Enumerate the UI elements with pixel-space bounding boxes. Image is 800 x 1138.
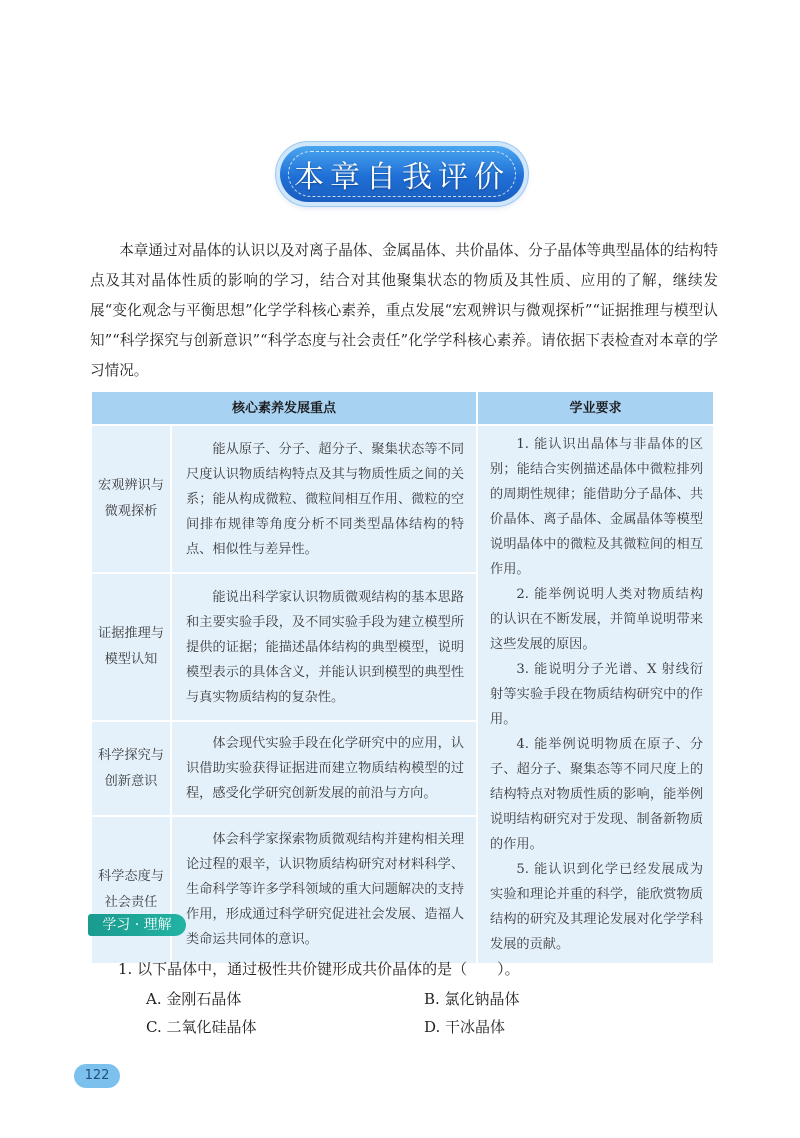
requirement-item: 1. 能认识出晶体与非晶体的区别；能结合实例描述晶体中微粒排列的周期性规律；能借助分子晶体、共价晶体、离子晶体、金属晶体等模型说明晶体中的微粒及其微粒间的相互作用。	[490, 437, 704, 577]
option-c: C. 二氧化硅晶体	[146, 1018, 257, 1036]
literacy-description: 能说出科学家认识物质微观结构的基本思路和主要实验手段，及不同实验手段为建立模型所提供的证据；能描述晶体结构的典型模型，说明模型表示的具体含义，并能认识到模型的典型性与真实物质结构的复杂性。	[171, 573, 477, 721]
literacy-dimension: 证据推理与模型认知	[91, 573, 171, 721]
requirement-item: 4. 能举例说明物质在原子、分子、超分子、聚集态等不同尺度上的结构特点对物质性质的影响，能举例说明结构研究对于发现、制备新物质的作用。	[490, 737, 704, 852]
chapter-title-banner	[280, 146, 524, 202]
header-requirements: 学业要求	[477, 391, 714, 425]
requirement-item: 3. 能说明分子光谱、X 射线衍射等实验手段在物质结构研究中的作用。	[490, 662, 704, 727]
option-d: D. 干冰晶体	[424, 1018, 506, 1036]
table-header-row	[91, 391, 714, 425]
page-number: 122	[74, 1064, 120, 1088]
requirements-cell	[477, 425, 714, 964]
chapter-title: 本章自我评价	[294, 160, 510, 195]
self-evaluation-table	[90, 390, 715, 965]
literacy-description: 体会科学家探索物质微观结构并建构相关理论过程的艰辛，认识物质结构研究对材料科学、生命科学等许多学科领域的重大问题解决的支持作用，形成通过科学研究促进社会发展、造福人类命运共同体的意识。	[171, 816, 477, 964]
option-a: A. 金刚石晶体	[146, 990, 242, 1008]
literacy-description: 体会现代实验手段在化学研究中的应用，认识借助实验获得证据进而建立物质结构模型的过程，感受化学研究创新发展的前沿与方向。	[171, 721, 477, 816]
question-stem: 1. 以下晶体中，通过极性共价键形成共价晶体的是（ ）。	[118, 960, 520, 978]
literacy-dimension: 科学态度与社会责任	[91, 816, 171, 964]
literacy-description: 能从原子、分子、超分子、聚集状态等不同尺度认识物质结构特点及其与物质性质之间的关系；能从构成微粒、微粒间相互作用、微粒的空间排布规律等角度分析不同类型晶体结构的特点、相似性与差异性。	[171, 425, 477, 573]
literacy-dimension: 科学探究与创新意识	[91, 721, 171, 816]
intro-paragraph: 本章通过对晶体的认识以及对离子晶体、金属晶体、共价晶体、分子晶体等典型晶体的结构特点及其对晶体性质的影响的学习，结合对其他聚集状态的物质及其性质、应用的了解，继续发展“变化观念与平衡思想”化学学科核心素养，重点发展“宏观辨识与微观探析”“证据推理与模型认知”“科学探究与创新意识”“科学态度与社会责任”化学学科核心素养。请依据下表检查对本章的学习情况。	[90, 242, 718, 379]
section-badge: 学习 · 理解	[88, 914, 186, 936]
requirement-item: 2. 能举例说明人类对物质结构的认识在不断发展，并简单说明带来这些发展的原因。	[490, 587, 704, 652]
requirement-item: 5. 能认识到化学已经发展成为实验和理论并重的科学，能欣赏物质结构的研究及其理论发展对化学学科发展的贡献。	[490, 862, 704, 952]
literacy-dimension: 宏观辨识与微观探析	[91, 425, 171, 573]
header-core-literacy: 核心素养发展重点	[91, 391, 477, 425]
table-row	[91, 425, 714, 573]
option-b: B. 氯化钠晶体	[424, 990, 520, 1008]
